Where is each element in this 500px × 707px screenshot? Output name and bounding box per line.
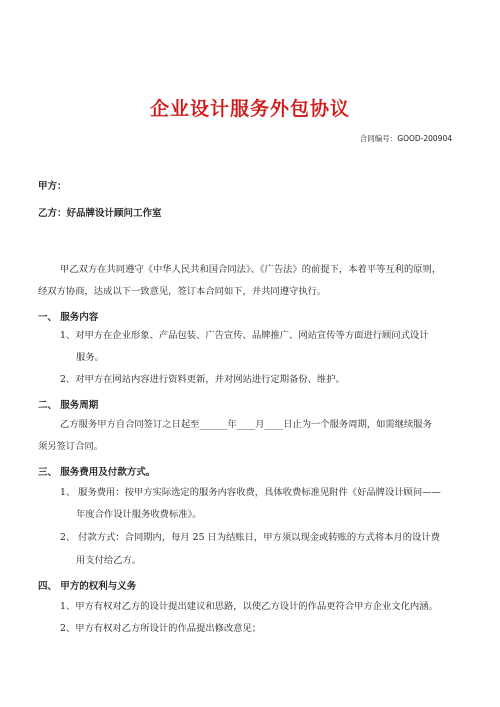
party-a-label: 甲方： [38,181,67,192]
section-4-heading: 四、 甲方的权利与义务 [38,581,137,592]
intro-line-1: 甲乙双方在共同遵守《中华人民共和国合同法》、《广告法》的前提下，本着平等互利的原则， [60,264,442,275]
section-1-item-1-line-1: 1、对甲方在企业形象、产品包装、广告宣传、品牌推广、网站宣传等方面进行顾问式设计 [60,330,429,341]
intro-line-2: 经双方协商，达成以下一致意见，签订本合同如下，并共同遵守执行。 [38,286,327,297]
section-4-item-1: 1、甲方有权对乙方的设计提出建议和思路，以使乙方设计的作品更符合甲方企业文化内涵。 [60,601,438,612]
section-3-heading: 三、 服务费用及付款方式。 [38,467,156,478]
section-2-line-1: 乙方服务甲方自合同签订之日起至______年____月____日止为一个服务周期，如需继续服务 [60,419,432,430]
party-b-label: 乙方：好品牌设计顾问工作室 [38,208,162,219]
section-2-heading: 二、 服务周期 [38,400,99,411]
section-1-item-1-line-2: 服务。 [76,352,104,363]
section-3-item-2-line-1: 2、 付款方式：合同期内，每月 25 日为结账日，甲方须以现金或转账的方式将本月的设计费 [60,532,440,543]
section-3-item-1-line-1: 1、 服务费用：按甲方实际选定的服务内容收费，具体收费标准见附件《好品牌设计顾问—— [60,487,441,498]
section-3-item-1-line-2: 年度合作设计服务收费标准》。 [76,509,202,520]
document-title: 企业设计服务外包协议 [149,98,350,120]
section-4-item-2: 2、甲方有权对乙方所设计的作品提出修改意见； [60,623,262,634]
section-1-item-2: 2、对甲方在网站内容进行资料更新，并对网站进行定期备份、维护。 [60,374,345,385]
section-1-heading: 一、 服务内容 [38,312,99,323]
section-3-item-2-line-2: 用支付给乙方。 [76,555,142,566]
contract-number: 合同编号：GOOD-200904 [359,134,452,143]
section-2-line-2: 须另签订合同。 [38,441,104,452]
